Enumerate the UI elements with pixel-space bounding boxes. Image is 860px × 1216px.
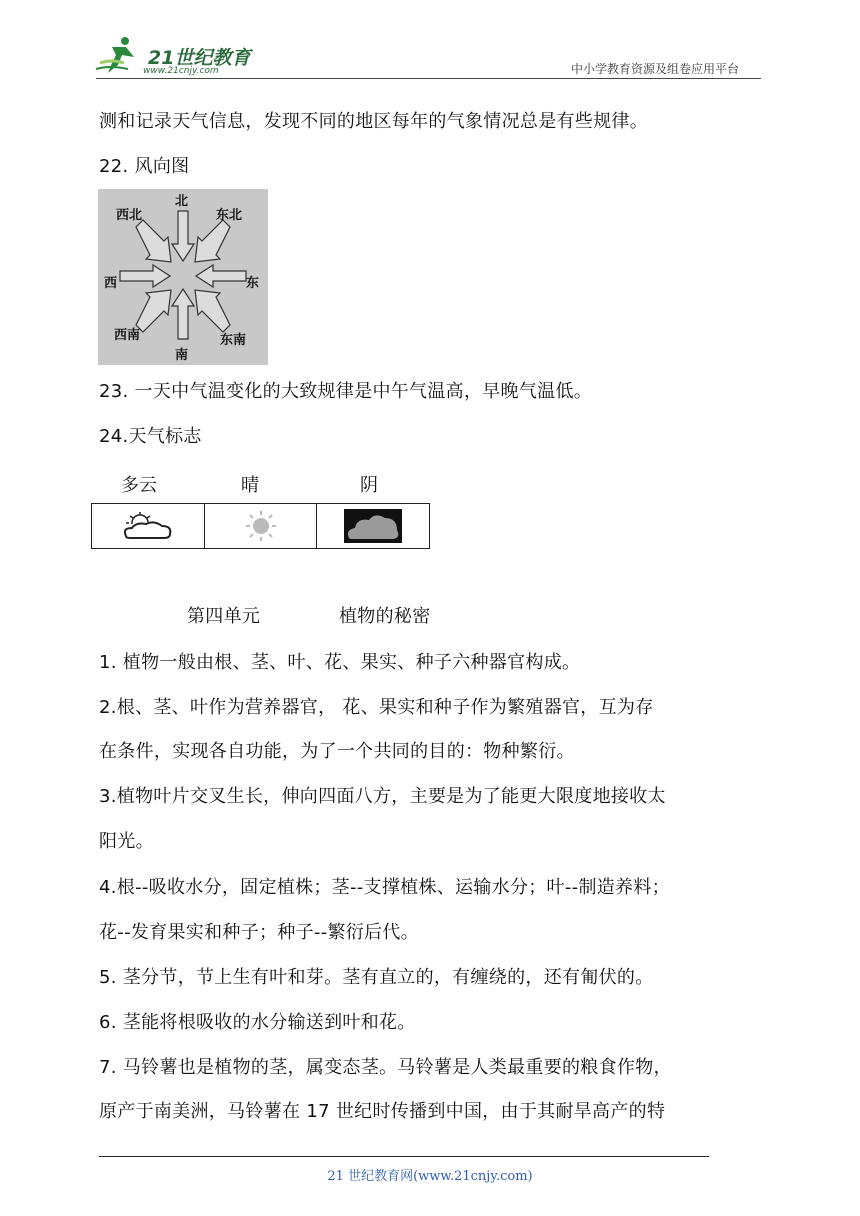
wind-label-southeast: 东南 bbox=[220, 333, 247, 348]
wind-label-northeast: 东北 bbox=[216, 208, 243, 223]
weather-label-overcast: 阴 bbox=[360, 475, 378, 496]
wind-label-north: 北 bbox=[175, 194, 189, 209]
unit-title: 第四单元 bbox=[187, 606, 261, 627]
item-24: 24.天气标志 bbox=[99, 426, 202, 447]
sunny-cell bbox=[205, 504, 318, 548]
list-item: 2.根、茎、叶作为营养器官， 花、果实和种子作为繁殖器官，互为存 bbox=[99, 697, 654, 718]
item-22: 22. 风向图 bbox=[99, 156, 190, 177]
list-item: 3.植物叶片交叉生长，伸向四面八方，主要是为了能更大限度地接收太 bbox=[99, 786, 666, 807]
header-platform-title: 中小学教育资源及组卷应用平台 bbox=[571, 62, 740, 76]
wind-label-east: 东 bbox=[246, 276, 260, 291]
wind-direction-diagram bbox=[98, 189, 268, 365]
wind-label-northwest: 西北 bbox=[116, 208, 143, 223]
partly-cloudy-icon bbox=[118, 510, 178, 542]
list-item: 在条件，实现各自功能，为了一个共同的目的：物种繁衍。 bbox=[99, 741, 575, 762]
logo-text: 21世纪教育 bbox=[148, 47, 251, 69]
wind-label-southwest: 西南 bbox=[114, 328, 141, 343]
weather-label-cloudy: 多云 bbox=[121, 475, 157, 496]
cloud-icon bbox=[343, 508, 403, 544]
overcast-cell bbox=[317, 504, 429, 548]
list-item: 原产于南美洲，马铃薯在 17 世纪时传播到中国，由于其耐旱高产的特 bbox=[99, 1101, 666, 1122]
list-item: 6. 茎能将根吸收的水分输送到叶和花。 bbox=[99, 1012, 416, 1033]
wind-label-west: 西 bbox=[104, 276, 118, 291]
list-item: 阳光。 bbox=[99, 831, 154, 852]
footer-divider bbox=[99, 1156, 709, 1157]
list-item: 花--发育果实和种子；种子--繁衍后代。 bbox=[99, 922, 419, 943]
list-item: 1. 植物一般由根、茎、叶、花、果实、种子六种器官构成。 bbox=[99, 652, 581, 673]
list-item: 4.根--吸收水分，固定植株；茎--支撑植株、运输水分；叶--制造养料； bbox=[99, 877, 670, 898]
list-item: 7. 马铃薯也是植物的茎，属变态茎。马铃薯是人类最重要的粮食作物， bbox=[99, 1057, 672, 1078]
sun-icon bbox=[236, 509, 286, 543]
header-divider bbox=[96, 78, 761, 79]
logo-url: www.21cnjy.com bbox=[143, 66, 219, 76]
footer-link[interactable]: 21 世纪教育网(www.21cnjy.com) bbox=[327, 1169, 533, 1184]
weather-label-sunny: 晴 bbox=[241, 475, 259, 496]
item-23: 23. 一天中气温变化的大致规律是中午气温高，早晚气温低。 bbox=[99, 381, 593, 402]
paragraph-line: 测和记录天气信息，发现不同的地区每年的气象情况总是有些规律。 bbox=[99, 111, 648, 132]
wind-label-south: 南 bbox=[175, 348, 189, 363]
unit-subtitle: 植物的秘密 bbox=[339, 606, 431, 627]
list-item: 5. 茎分节，节上生有叶和芽。茎有直立的，有缠绕的，还有匍伏的。 bbox=[99, 967, 654, 988]
cloudy-cell bbox=[92, 504, 205, 548]
weather-symbol-table bbox=[91, 503, 430, 549]
